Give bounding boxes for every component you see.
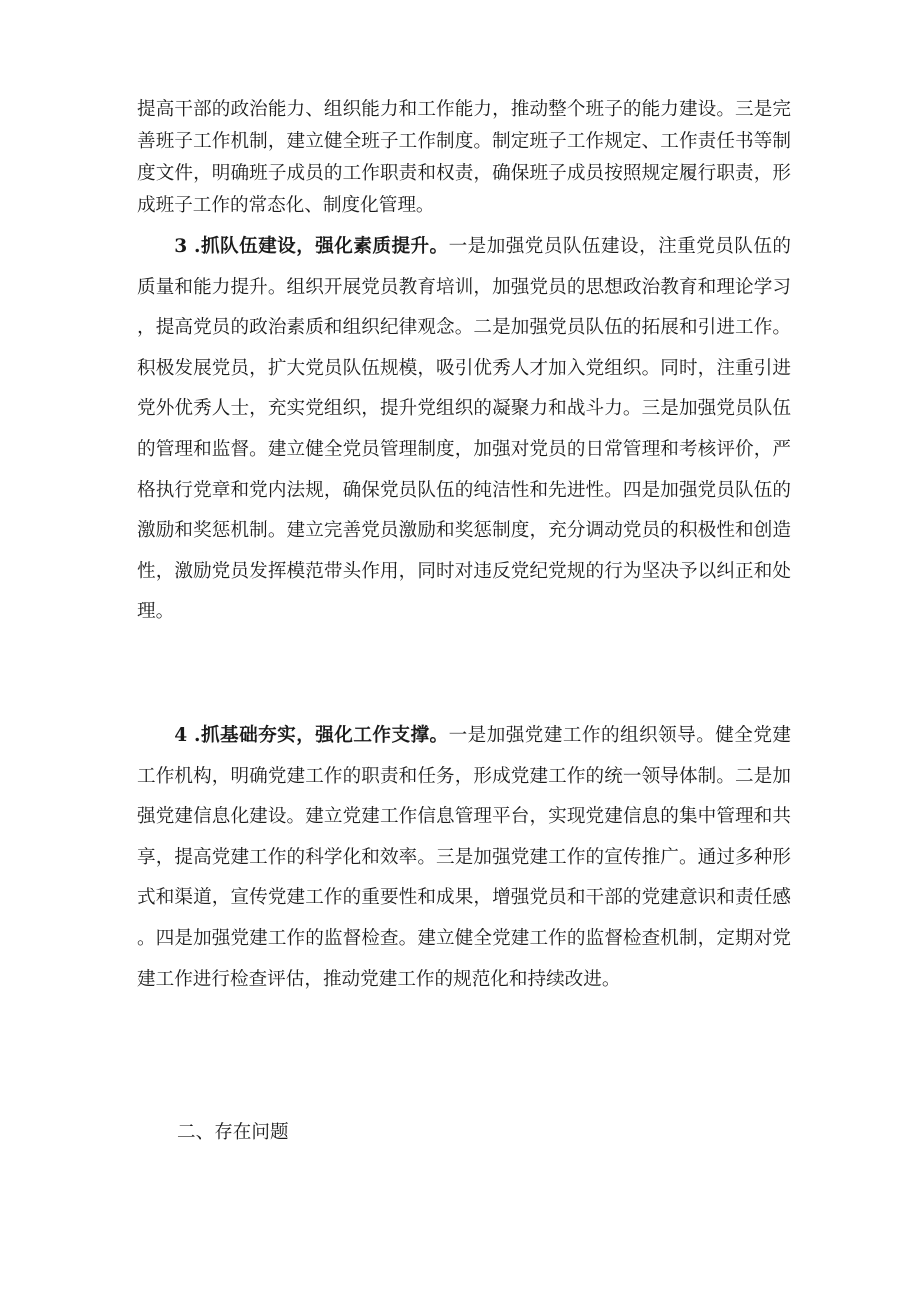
paragraph-team-building bbox=[137, 227, 791, 633]
paragraph-body-team-building: 一是加强党员队伍建设，注重党员队伍的质量和能力提升。组织开展党员教育培训，加强党员的思想政治教育和理论学习，提高党员的政治素质和组织纪律观念。二是加强党员队伍的拓展和引进工作。积极发展党员，扩大党员队伍规模，吸引优秀人才加入党组织。同时，注重引进党外优秀人士，充实党组织，提升党组织的凝聚力和战斗力。三是加强党员队伍的管理和监督。建立健全党员管理制度，加强对党员的日常管理和考核评价，严格执行党章和党内法规，确保党员队伍的纯洁性和先进性。四是加强党员队伍的激励和奖惩机制。建立完善党员激励和奖惩制度，充分调动党员的积极性和创造性，激励党员发挥模范带头作用，同时对违反党纪党规的行为坚决予以纠正和处理。 bbox=[137, 236, 791, 623]
paragraph-continued: 提高干部的政治能力、组织能力和工作能力，推动整个班子的能力建设。三是完善班子工作机制，建立健全班子工作制度。制定班子工作规定、工作责任书等制度文件，明确班子成员的工作职责和权责，确保班子成员按照规定履行职责，形成班子工作的常态化、制度化管理。 bbox=[137, 99, 791, 216]
paragraph-body-foundation: 一是加强党建工作的组织领导。健全党建工作机构，明确党建工作的职责和任务，形成党建工作的统一领导体制。二是加强党建信息化建设。建立党建工作信息管理平台，实现党建信息的集中管理和共享，提高党建工作的科学化和效率。三是加强党建工作的宣传推广。通过多种形式和渠道，宣传党建工作的重要性和成果，增强党员和干部的党建意识和责任感。四是加强党建工作的监督检查。建立健全党建工作的监督检查机制，定期对党建工作进行检查评估，推动党建工作的规范化和持续改进。 bbox=[137, 725, 791, 990]
paragraph-foundation bbox=[137, 716, 791, 1000]
paragraph-heading-foundation: 4 .抓基础夯实，强化工作支撑。 bbox=[174, 725, 449, 746]
paragraph-heading-team-building: 3 .抓队伍建设，强化素质提升。 bbox=[174, 236, 449, 257]
section-heading-problems: 二、存在问题 bbox=[177, 1122, 289, 1143]
